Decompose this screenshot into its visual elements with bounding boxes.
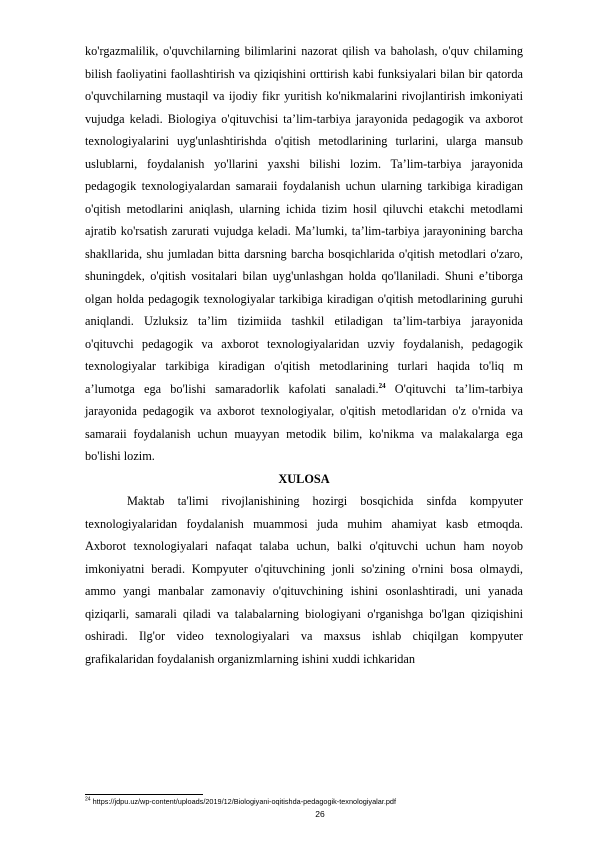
paragraph-1-continuation: O'qituvchi ta’lim-tarbiya jarayonida pedagogik va axborot texnologiyalar, o'qitish metodlaridan o'z o'rnida va samaraii foydalanish uchun muayyan metodik bilim, ko'nikma va malakalarga ega bo'lishi lozim.	[85, 381, 523, 463]
section-heading-xulosa: XULOSA	[278, 471, 330, 486]
footnote-reference-24[interactable]: 24	[378, 381, 386, 390]
body-paragraph-1	[85, 40, 523, 468]
body-paragraph-2: Maktab ta'limi rivojlanishining hozirgi bosqichida sinfda kompyuter texnologiyalaridan foydalanish muammosi juda muhim ahamiyat kasb etmoqda. Axborot texnologiyalari nafaqat talaba uchun, balki o'qituvchi uchun ham noyob imkoniyatni beradi. Kompyuter o'qituvchining jonli so'zining o'rnini bosa olmaydi, ammo yangi manbalar zamonaviy o'qituvchining ishini osonlashtiradi, uni yanada qiziqarli, samarali qiladi va talabalarning biologiyani o'rganishga bo'lgan qiziqishini oshiradi. Ilg'or video texnologiyalari va maxsus ishlab chiqilgan kompyuter grafikalaridan foydalanish organizmlarning ishini xuddi ichkaridan	[85, 494, 523, 666]
page-content	[85, 40, 523, 670]
footnote-24	[85, 797, 523, 806]
footnote-link[interactable]: https://jdpu.uz/wp-content/uploads/2019/12/Biologiyani-oqitishda-pedagogik-texnologiyalar.pdf	[90, 797, 397, 806]
footnote-separator	[85, 794, 203, 795]
footnote-number: 24	[85, 796, 91, 803]
page-number: 26	[315, 809, 325, 819]
paragraph-1-text: ko'rgazmalilik, o'quvchilarning bilimlarini nazorat qilish va baholash, o'quv chilaming bilish faoliyatini faollashtirish va qiziqishini orttirish kabi funksiyalari bilan bir qatorda o'quvchilarning mustaqil va ijodiy fikr yuritish ko'nikmalarini rivojlantirish imkoniyati vujudga keladi. Biologiya o'qituvchisi ta’lim-tarbiya jarayonida pedagogik va axborot texnologiyalarini uyg'unlashtirishda o'qitish metodlarining turlarini, ularga mansub uslublarni, foydalanish yo'llarini yaxshi bilishi lozim. Ta’lim-tarbiya jarayonida pedagogik texnologiyalardan samaraii foydalanish uchun ularning tarkibiga kiradigan o'qitish metodlarini aniqlash, ularning ichida tizim hosil qiluvchi etakchi metodlami ajratib ko'rsatish zarurati vujudga keladi. Ma’lumki, ta’lim-tarbiya jarayonining barcha shakllarida, shu jumladan bitta darsning barcha bosqichlarida o'qitish metodlari o'zaro, shuningdek, o'qitish vositalari bilan uyg'unlashgan holda qo'llaniladi. Shuni e’tiborga olgan holda pedagogik texnologiyalar tarkibiga kiradigan o'qitish metodlarining guruhi aniqlandi. Uzluksiz ta’lim tizimiida tashkil etiladigan ta’lim-tarbiya jarayonida o'qituvchi pedagogik va axborot texnologiyalaridan uzviy foydalanish, pedagogik texnologiyalar tarkibiga kiradigan o'qitish metodlarining turlari haqida to'liq m a’lumotga ega bo'lishi samaradorlik kafolati sanaladi.	[85, 44, 523, 396]
